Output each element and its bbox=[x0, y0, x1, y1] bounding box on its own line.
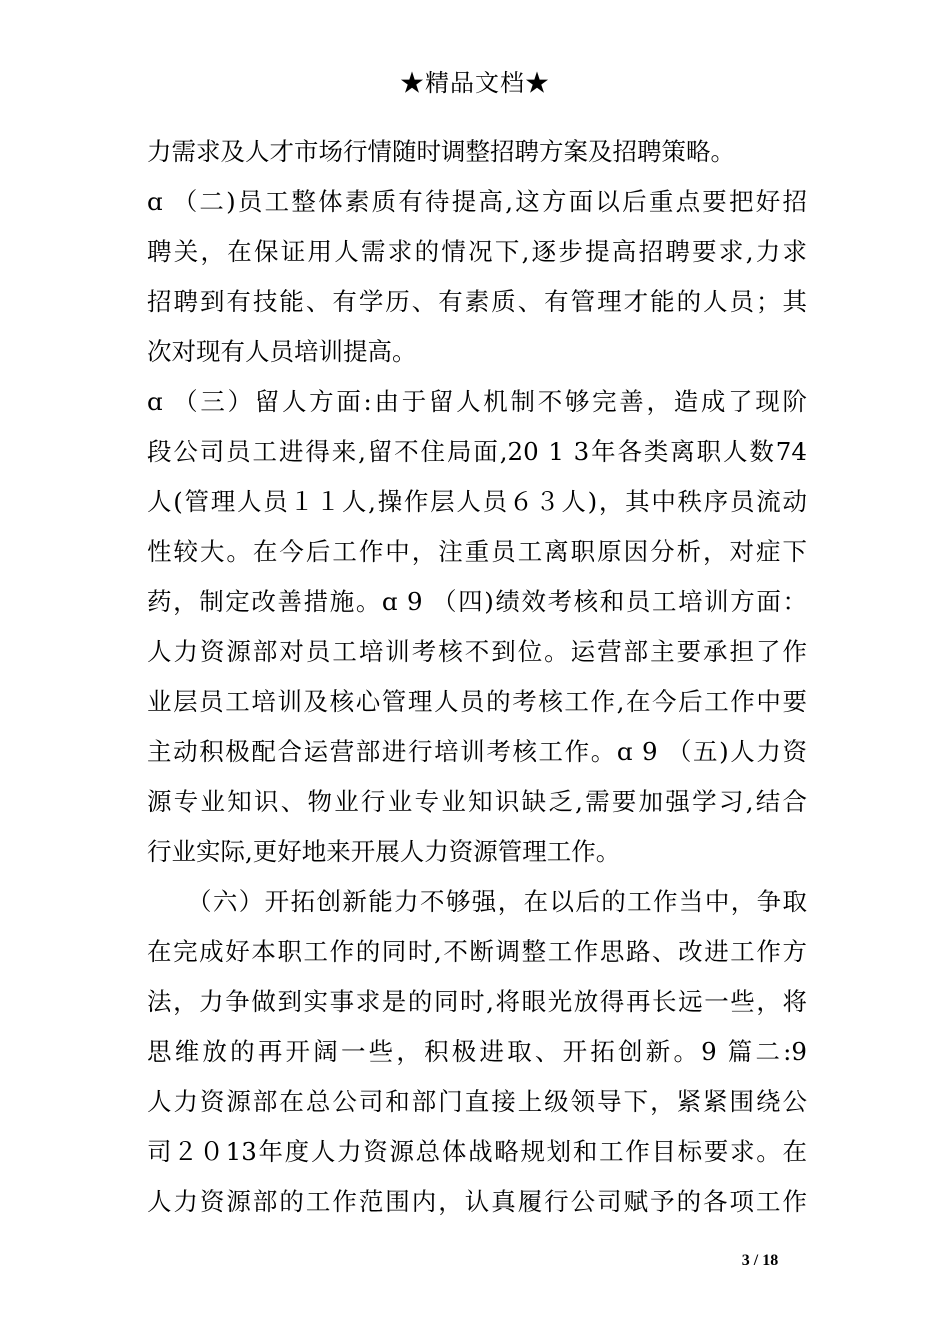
document-header: ★精品文档★ bbox=[400, 69, 550, 97]
text-line: 招聘到有技能、有学历、有素质、有管理才能的人员；其 bbox=[147, 287, 807, 316]
text-line: 思维放的再开阔一些，积极进取、开拓创新。9 篇二:9 bbox=[147, 1037, 807, 1066]
text-line: 人力资源部在总公司和部门直接上级领导下，紧紧围绕公 bbox=[147, 1087, 807, 1116]
text-line: 性较大。在今后工作中，注重员工离职原因分析，对症下 bbox=[147, 537, 807, 566]
text-line: （六）开拓创新能力不够强，在以后的工作当中，争取 bbox=[187, 887, 807, 916]
text-line: 段公司员工进得来,留不住局面,20 1 3年各类离职人数74 bbox=[147, 437, 807, 466]
text-line: 次对现有人员培训提高。 bbox=[147, 337, 417, 366]
text-line: 主动积极配合运营部进行培训考核工作。ɑ 9 （五)人力资 bbox=[147, 737, 807, 766]
text-line: 药，制定改善措施。ɑ 9 （四)绩效考核和员工培训方面： bbox=[147, 587, 807, 616]
text-line: 人(管理人员１１人,操作层人员６３人)，其中秩序员流动 bbox=[147, 487, 807, 516]
text-line: 在完成好本职工作的同时,不断调整工作思路、改进工作方 bbox=[147, 937, 807, 966]
text-line: 力需求及人才市场行情随时调整招聘方案及招聘策略。 bbox=[147, 137, 735, 166]
text-line: 人力资源部对员工培训考核不到位。运营部主要承担了作 bbox=[147, 637, 807, 666]
text-line: 源专业知识、物业行业专业知识缺乏,需要加强学习,结合 bbox=[147, 787, 807, 816]
page-number: 3 / 18 bbox=[741, 1252, 779, 1269]
text-line: 法，力争做到实事求是的同时,将眼光放得再长远一些，将 bbox=[147, 987, 807, 1016]
text-line: ɑ （二)员工整体素质有待提高,这方面以后重点要把好招 bbox=[147, 187, 807, 216]
text-line: 人力资源部的工作范围内，认真履行公司赋予的各项工作 bbox=[147, 1187, 807, 1216]
text-line: 行业实际,更好地来开展人力资源管理工作。 bbox=[147, 837, 621, 866]
text-line: 聘关，在保证用人需求的情况下,逐步提高招聘要求,力求 bbox=[147, 237, 807, 266]
text-line: 司２０13年度人力资源总体战略规划和工作目标要求。在 bbox=[147, 1137, 807, 1166]
text-line: 业层员工培训及核心管理人员的考核工作,在今后工作中要 bbox=[147, 687, 807, 716]
text-line: ɑ （三）留人方面:由于留人机制不够完善，造成了现阶 bbox=[147, 387, 807, 416]
document-body bbox=[147, 127, 807, 1227]
